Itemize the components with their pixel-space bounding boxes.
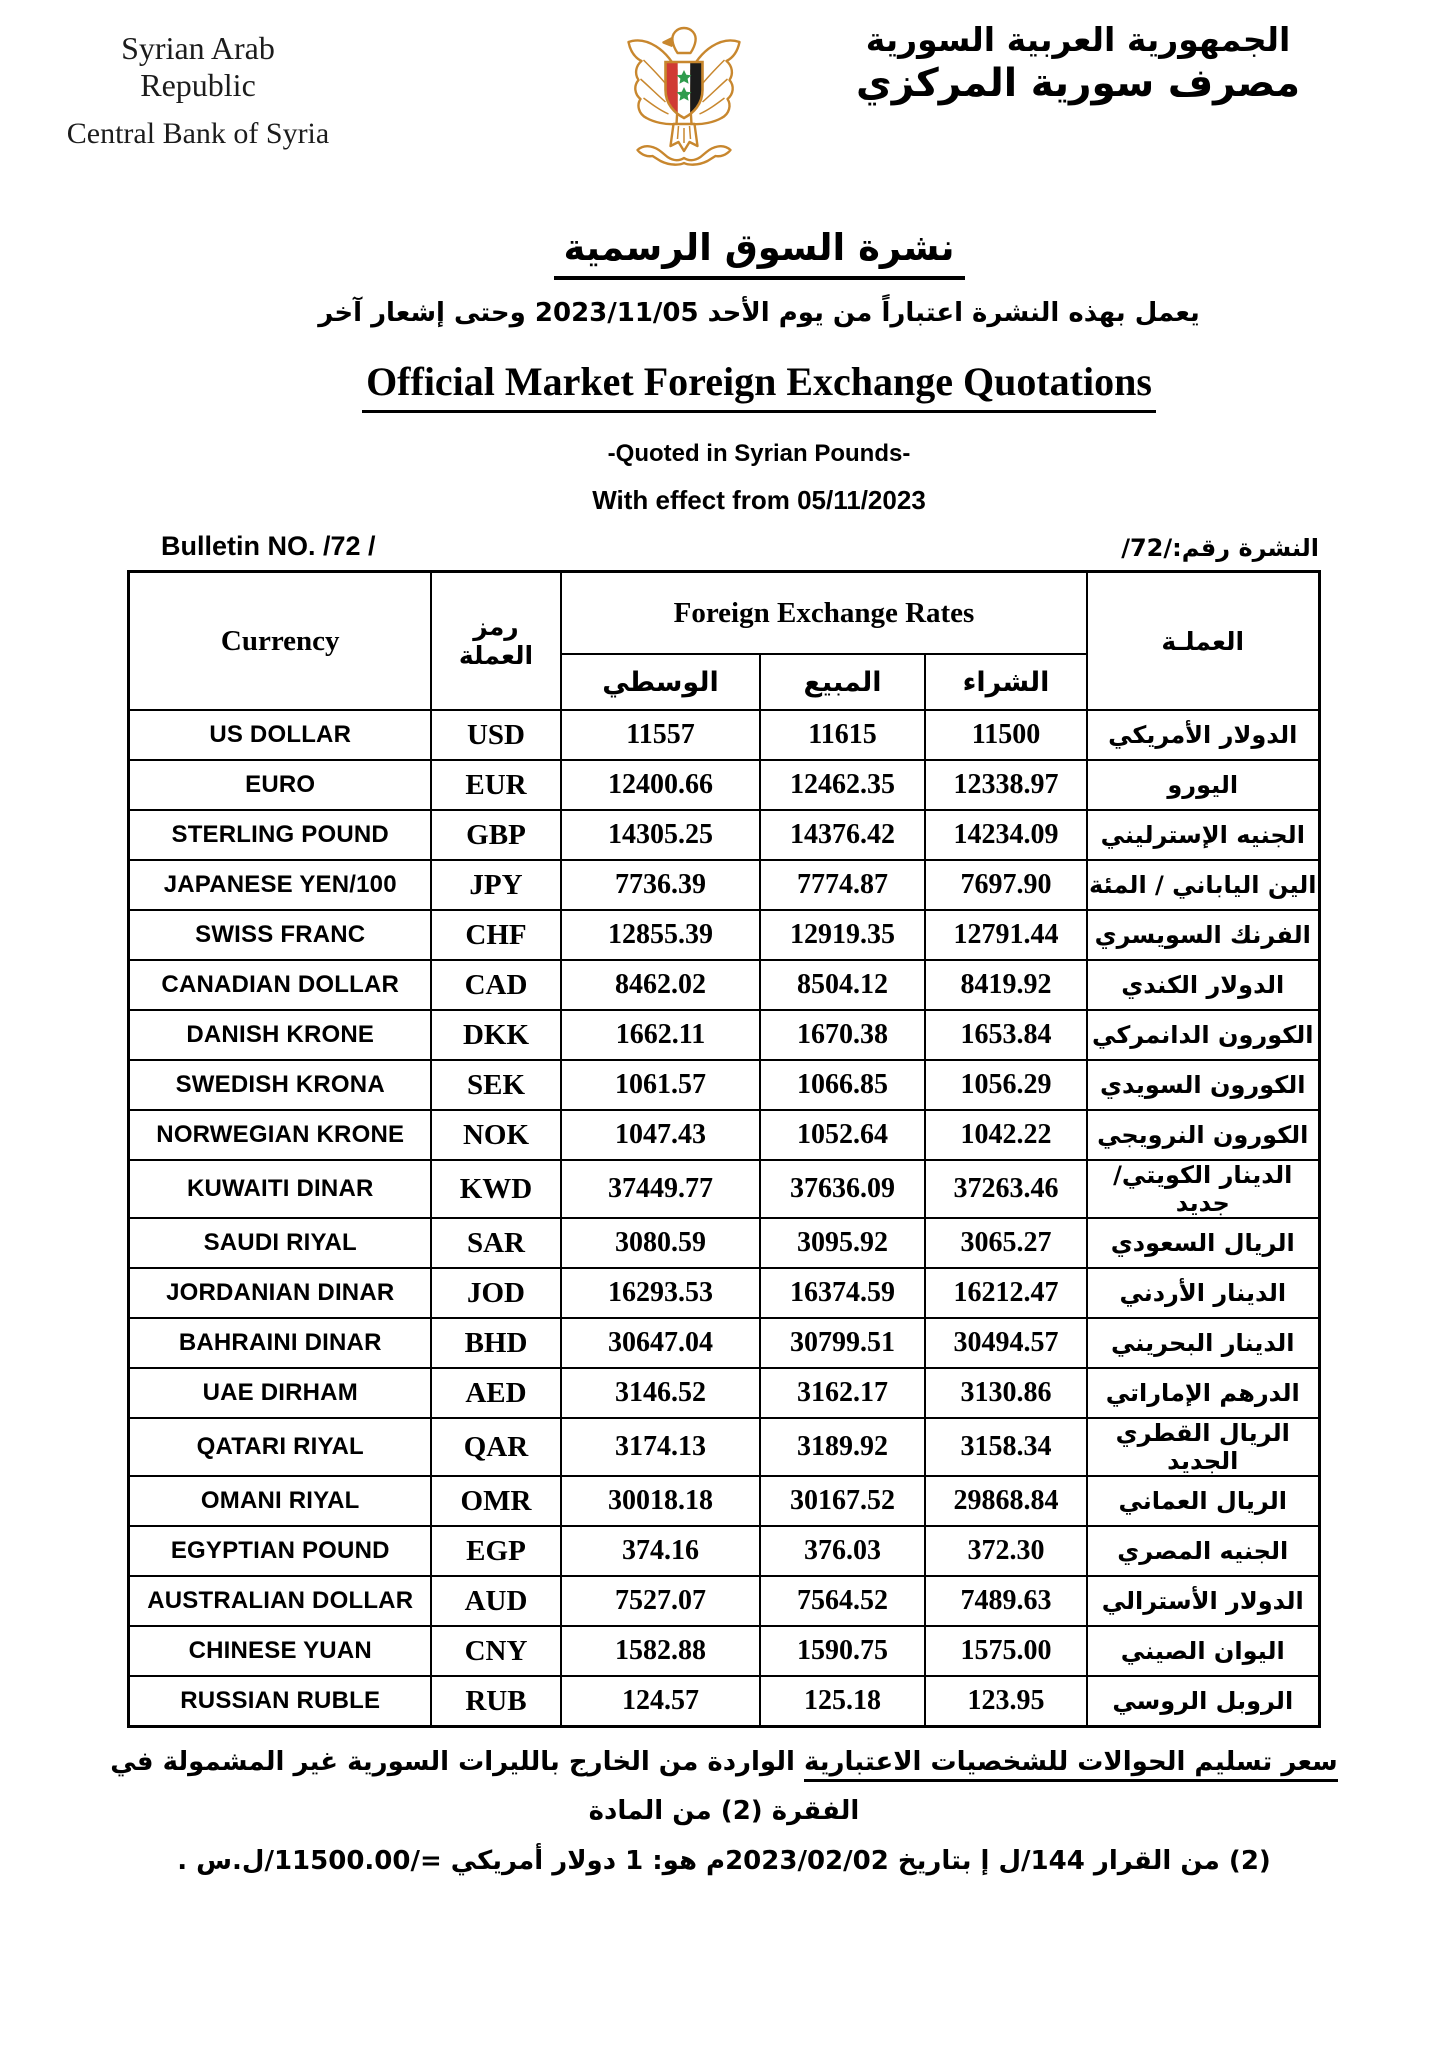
- currency-code: NOK: [431, 1110, 561, 1160]
- currency-name-ar: الروبل الروسي: [1087, 1676, 1319, 1727]
- rate-sell: 3162.17: [760, 1368, 925, 1418]
- currency-code: SAR: [431, 1218, 561, 1268]
- exchange-rates-table: [127, 570, 1320, 1728]
- rate-buy: 37263.46: [925, 1160, 1087, 1218]
- rate-sell: 1590.75: [760, 1626, 925, 1676]
- org-name-en-line1: Syrian Arab Republic: [121, 30, 275, 103]
- rate-buy: 29868.84: [925, 1476, 1087, 1526]
- table-row: [129, 1160, 1319, 1218]
- currency-code: CHF: [431, 910, 561, 960]
- rate-buy: 8419.92: [925, 960, 1087, 1010]
- table-row: [129, 760, 1319, 810]
- table-row: [129, 1218, 1319, 1268]
- rate-sell: 1670.38: [760, 1010, 925, 1060]
- table-row: [129, 1626, 1319, 1676]
- rate-middle: 37449.77: [561, 1160, 760, 1218]
- currency-name-en: UAE DIRHAM: [129, 1368, 431, 1418]
- table-row: [129, 1418, 1319, 1476]
- col-header-middle-rate: الوسطي: [561, 654, 760, 710]
- rate-buy: 7489.63: [925, 1576, 1087, 1626]
- currency-name-en: NORWEGIAN KRONE: [129, 1110, 431, 1160]
- table-header: [129, 572, 1319, 711]
- rate-middle: 1047.43: [561, 1110, 760, 1160]
- currency-name-ar: الين الياباني / المئة: [1087, 860, 1319, 910]
- rate-buy: 372.30: [925, 1526, 1087, 1576]
- currency-name-en: SAUDI RIYAL: [129, 1218, 431, 1268]
- bulletin-number-en: Bulletin NO. /72 /: [161, 531, 376, 561]
- currency-code: BHD: [431, 1318, 561, 1368]
- currency-name-ar: الدينار البحريني: [1087, 1318, 1319, 1368]
- rate-sell: 3189.92: [760, 1418, 925, 1476]
- rate-buy: 3065.27: [925, 1218, 1087, 1268]
- table-row: [129, 860, 1319, 910]
- footnote-line1-rest: الواردة من الخارج بالليرات السورية غير المشمولة في الفقرة (2) من المادة: [110, 1747, 860, 1827]
- currency-name-ar: الفرنك السويسري: [1087, 910, 1319, 960]
- rate-sell: 8504.12: [760, 960, 925, 1010]
- currency-name-ar: الكورون النرويجي: [1087, 1110, 1319, 1160]
- rate-sell: 1052.64: [760, 1110, 925, 1160]
- table-row: [129, 1676, 1319, 1727]
- currency-name-en: EURO: [129, 760, 431, 810]
- currency-name-ar: الريال القطري الجديد: [1087, 1418, 1319, 1476]
- currency-code: DKK: [431, 1010, 561, 1060]
- currency-code: CAD: [431, 960, 561, 1010]
- rate-sell: 37636.09: [760, 1160, 925, 1218]
- table-row: [129, 910, 1319, 960]
- rate-sell: 14376.42: [760, 810, 925, 860]
- currency-code: AUD: [431, 1576, 561, 1626]
- currency-name-en: STERLING POUND: [129, 810, 431, 860]
- currency-name-en: CANADIAN DOLLAR: [129, 960, 431, 1010]
- rate-buy: 30494.57: [925, 1318, 1087, 1368]
- currency-name-ar: الريال السعودي: [1087, 1218, 1319, 1268]
- quoted-in-pounds-label: -Quoted in Syrian Pounds-: [607, 440, 911, 467]
- currency-code: OMR: [431, 1476, 561, 1526]
- rate-middle: 7736.39: [561, 860, 760, 910]
- currency-name-ar: الريال العماني: [1087, 1476, 1319, 1526]
- currency-name-en: DANISH KRONE: [129, 1010, 431, 1060]
- table-row: [129, 1318, 1319, 1368]
- table-row: [129, 1576, 1319, 1626]
- currency-code: AED: [431, 1368, 561, 1418]
- rate-sell: 12462.35: [760, 760, 925, 810]
- currency-name-en: SWISS FRANC: [129, 910, 431, 960]
- rate-middle: 16293.53: [561, 1268, 760, 1318]
- rate-buy: 12338.97: [925, 760, 1087, 810]
- letterhead: [0, 0, 1448, 176]
- currency-name-en: CHINESE YUAN: [129, 1626, 431, 1676]
- currency-name-ar: الدولار الأسترالي: [1087, 1576, 1319, 1626]
- rate-sell: 1066.85: [760, 1060, 925, 1110]
- rate-middle: 1061.57: [561, 1060, 760, 1110]
- table-row: [129, 1110, 1319, 1160]
- table-row: [129, 1060, 1319, 1110]
- rate-buy: 12791.44: [925, 910, 1087, 960]
- currency-code: CNY: [431, 1626, 561, 1676]
- page-title: Official Market Foreign Exchange Quotations: [362, 358, 1156, 413]
- eagle-beak: [664, 38, 673, 46]
- rate-buy: 123.95: [925, 1676, 1087, 1727]
- currency-name-ar: الجنيه المصري: [1087, 1526, 1319, 1576]
- currency-code: EUR: [431, 760, 561, 810]
- rate-middle: 3174.13: [561, 1418, 760, 1476]
- table-row: [129, 1476, 1319, 1526]
- col-header-currency-en: Currency: [129, 572, 431, 711]
- eagle-head: [672, 28, 695, 53]
- rate-middle: 11557: [561, 710, 760, 760]
- rate-buy: 1042.22: [925, 1110, 1087, 1160]
- with-effect-label: With effect from 05/11/2023: [592, 485, 926, 515]
- currency-name-en: EGYPTIAN POUND: [129, 1526, 431, 1576]
- rate-buy: 16212.47: [925, 1268, 1087, 1318]
- footnote-line1-underlined: سعر تسليم الحوالات للشخصيات الاعتبارية: [804, 1747, 1338, 1782]
- rate-buy: 7697.90: [925, 860, 1087, 910]
- rate-middle: 12400.66: [561, 760, 760, 810]
- currency-name-en: RUSSIAN RUBLE: [129, 1676, 431, 1727]
- rate-middle: 1662.11: [561, 1010, 760, 1060]
- table-row: [129, 1268, 1319, 1318]
- currency-code: JOD: [431, 1268, 561, 1318]
- rate-sell: 3095.92: [760, 1218, 925, 1268]
- rate-middle: 7527.07: [561, 1576, 760, 1626]
- currency-code: KWD: [431, 1160, 561, 1218]
- rate-sell: 12919.35: [760, 910, 925, 960]
- rate-middle: 3080.59: [561, 1218, 760, 1268]
- rate-buy: 14234.09: [925, 810, 1087, 860]
- rate-sell: 16374.59: [760, 1268, 925, 1318]
- rate-middle: 30018.18: [561, 1476, 760, 1526]
- table-row: [129, 960, 1319, 1010]
- currency-code: EGP: [431, 1526, 561, 1576]
- currency-code: RUB: [431, 1676, 561, 1727]
- currency-name-ar: الدرهم الإماراتي: [1087, 1368, 1319, 1418]
- col-header-currency-ar: العملـة: [1087, 572, 1319, 711]
- table-row: [129, 810, 1319, 860]
- bulletin-number-ar: النشرة رقم:/72/: [1121, 534, 1319, 562]
- footnote-line1: [74, 1738, 1374, 1837]
- currency-name-en: SWEDISH KRONA: [129, 1060, 431, 1110]
- footnote-line2: (2) من القرار 144/ل إ بتاريخ 2023/02/02م هو: 1 دولار أمريكي =/11500.00/ل.س .: [177, 1845, 1271, 1876]
- rate-buy: 3130.86: [925, 1368, 1087, 1418]
- currency-name-en: OMANI RIYAL: [129, 1476, 431, 1526]
- currency-name-en: AUSTRALIAN DOLLAR: [129, 1576, 431, 1626]
- table-row: [129, 1368, 1319, 1418]
- currency-code: JPY: [431, 860, 561, 910]
- rate-sell: 125.18: [760, 1676, 925, 1727]
- table-row: [129, 1526, 1319, 1576]
- rate-middle: 12855.39: [561, 910, 760, 960]
- rate-sell: 11615: [760, 710, 925, 760]
- currency-name-en: US DOLLAR: [129, 710, 431, 760]
- col-header-buy-rate: الشراء: [925, 654, 1087, 710]
- col-header-code-ar: رمز العملة: [431, 572, 561, 711]
- rate-sell: 7774.87: [760, 860, 925, 910]
- currency-name-ar: اليورو: [1087, 760, 1319, 810]
- bulletin-title-arabic: نشرة السوق الرسمية: [554, 226, 965, 280]
- currency-code: QAR: [431, 1418, 561, 1476]
- rate-middle: 124.57: [561, 1676, 760, 1727]
- currency-name-en: QATARI RIYAL: [129, 1418, 431, 1476]
- currency-name-en: JAPANESE YEN/100: [129, 860, 431, 910]
- col-header-sell-rate: المبيع: [760, 654, 925, 710]
- org-name-ar-line2: مصرف سورية المركزي: [856, 61, 1300, 106]
- rate-buy: 1056.29: [925, 1060, 1087, 1110]
- currency-name-ar: الكورون السويدي: [1087, 1060, 1319, 1110]
- rate-sell: 7564.52: [760, 1576, 925, 1626]
- currency-name-ar: الدينار الأردني: [1087, 1268, 1319, 1318]
- currency-name-ar: الجنيه الإسترليني: [1087, 810, 1319, 860]
- syria-coat-of-arms-emblem: [620, 24, 748, 170]
- table-body: [129, 710, 1319, 1727]
- rate-middle: 30647.04: [561, 1318, 760, 1368]
- rate-middle: 1582.88: [561, 1626, 760, 1676]
- rate-middle: 14305.25: [561, 810, 760, 860]
- table-row: [129, 710, 1319, 760]
- currency-name-ar: الدولار الأمريكي: [1087, 710, 1319, 760]
- currency-name-ar: الكورون الدانمركي: [1087, 1010, 1319, 1060]
- currency-name-en: JORDANIAN DINAR: [129, 1268, 431, 1318]
- title-block: [0, 226, 1448, 516]
- effective-note-arabic: يعمل بهذه النشرة اعتباراً من يوم الأحد 2023/11/05 وحتى إشعار آخر: [318, 298, 1200, 328]
- org-name-english: [64, 30, 332, 151]
- footnotes: [74, 1738, 1374, 1886]
- rate-buy: 1653.84: [925, 1010, 1087, 1060]
- rate-buy: 3158.34: [925, 1418, 1087, 1476]
- currency-name-ar: الدينار الكويتي/ جديد: [1087, 1160, 1319, 1218]
- currency-name-en: KUWAITI DINAR: [129, 1160, 431, 1218]
- rate-sell: 30799.51: [760, 1318, 925, 1368]
- table-row: [129, 1010, 1319, 1060]
- currency-code: GBP: [431, 810, 561, 860]
- currency-name-en: BAHRAINI DINAR: [129, 1318, 431, 1368]
- currency-code: SEK: [431, 1060, 561, 1110]
- rate-middle: 374.16: [561, 1526, 760, 1576]
- rate-buy: 1575.00: [925, 1626, 1087, 1676]
- currency-name-ar: اليوان الصيني: [1087, 1626, 1319, 1676]
- col-group-header-rates: Foreign Exchange Rates: [561, 572, 1087, 655]
- rate-middle: 8462.02: [561, 960, 760, 1010]
- bulletin-number-row: [129, 531, 1319, 562]
- org-name-ar-line1: الجمهورية العربية السورية: [865, 20, 1291, 59]
- rate-sell: 376.03: [760, 1526, 925, 1576]
- eagle-emblem-icon: [620, 24, 748, 170]
- currency-name-ar: الدولار الكندي: [1087, 960, 1319, 1010]
- rate-sell: 30167.52: [760, 1476, 925, 1526]
- org-name-en-line2: Central Bank of Syria: [66, 117, 330, 150]
- rate-buy: 11500: [925, 710, 1087, 760]
- currency-code: USD: [431, 710, 561, 760]
- org-name-arabic: [856, 20, 1300, 106]
- rate-middle: 3146.52: [561, 1368, 760, 1418]
